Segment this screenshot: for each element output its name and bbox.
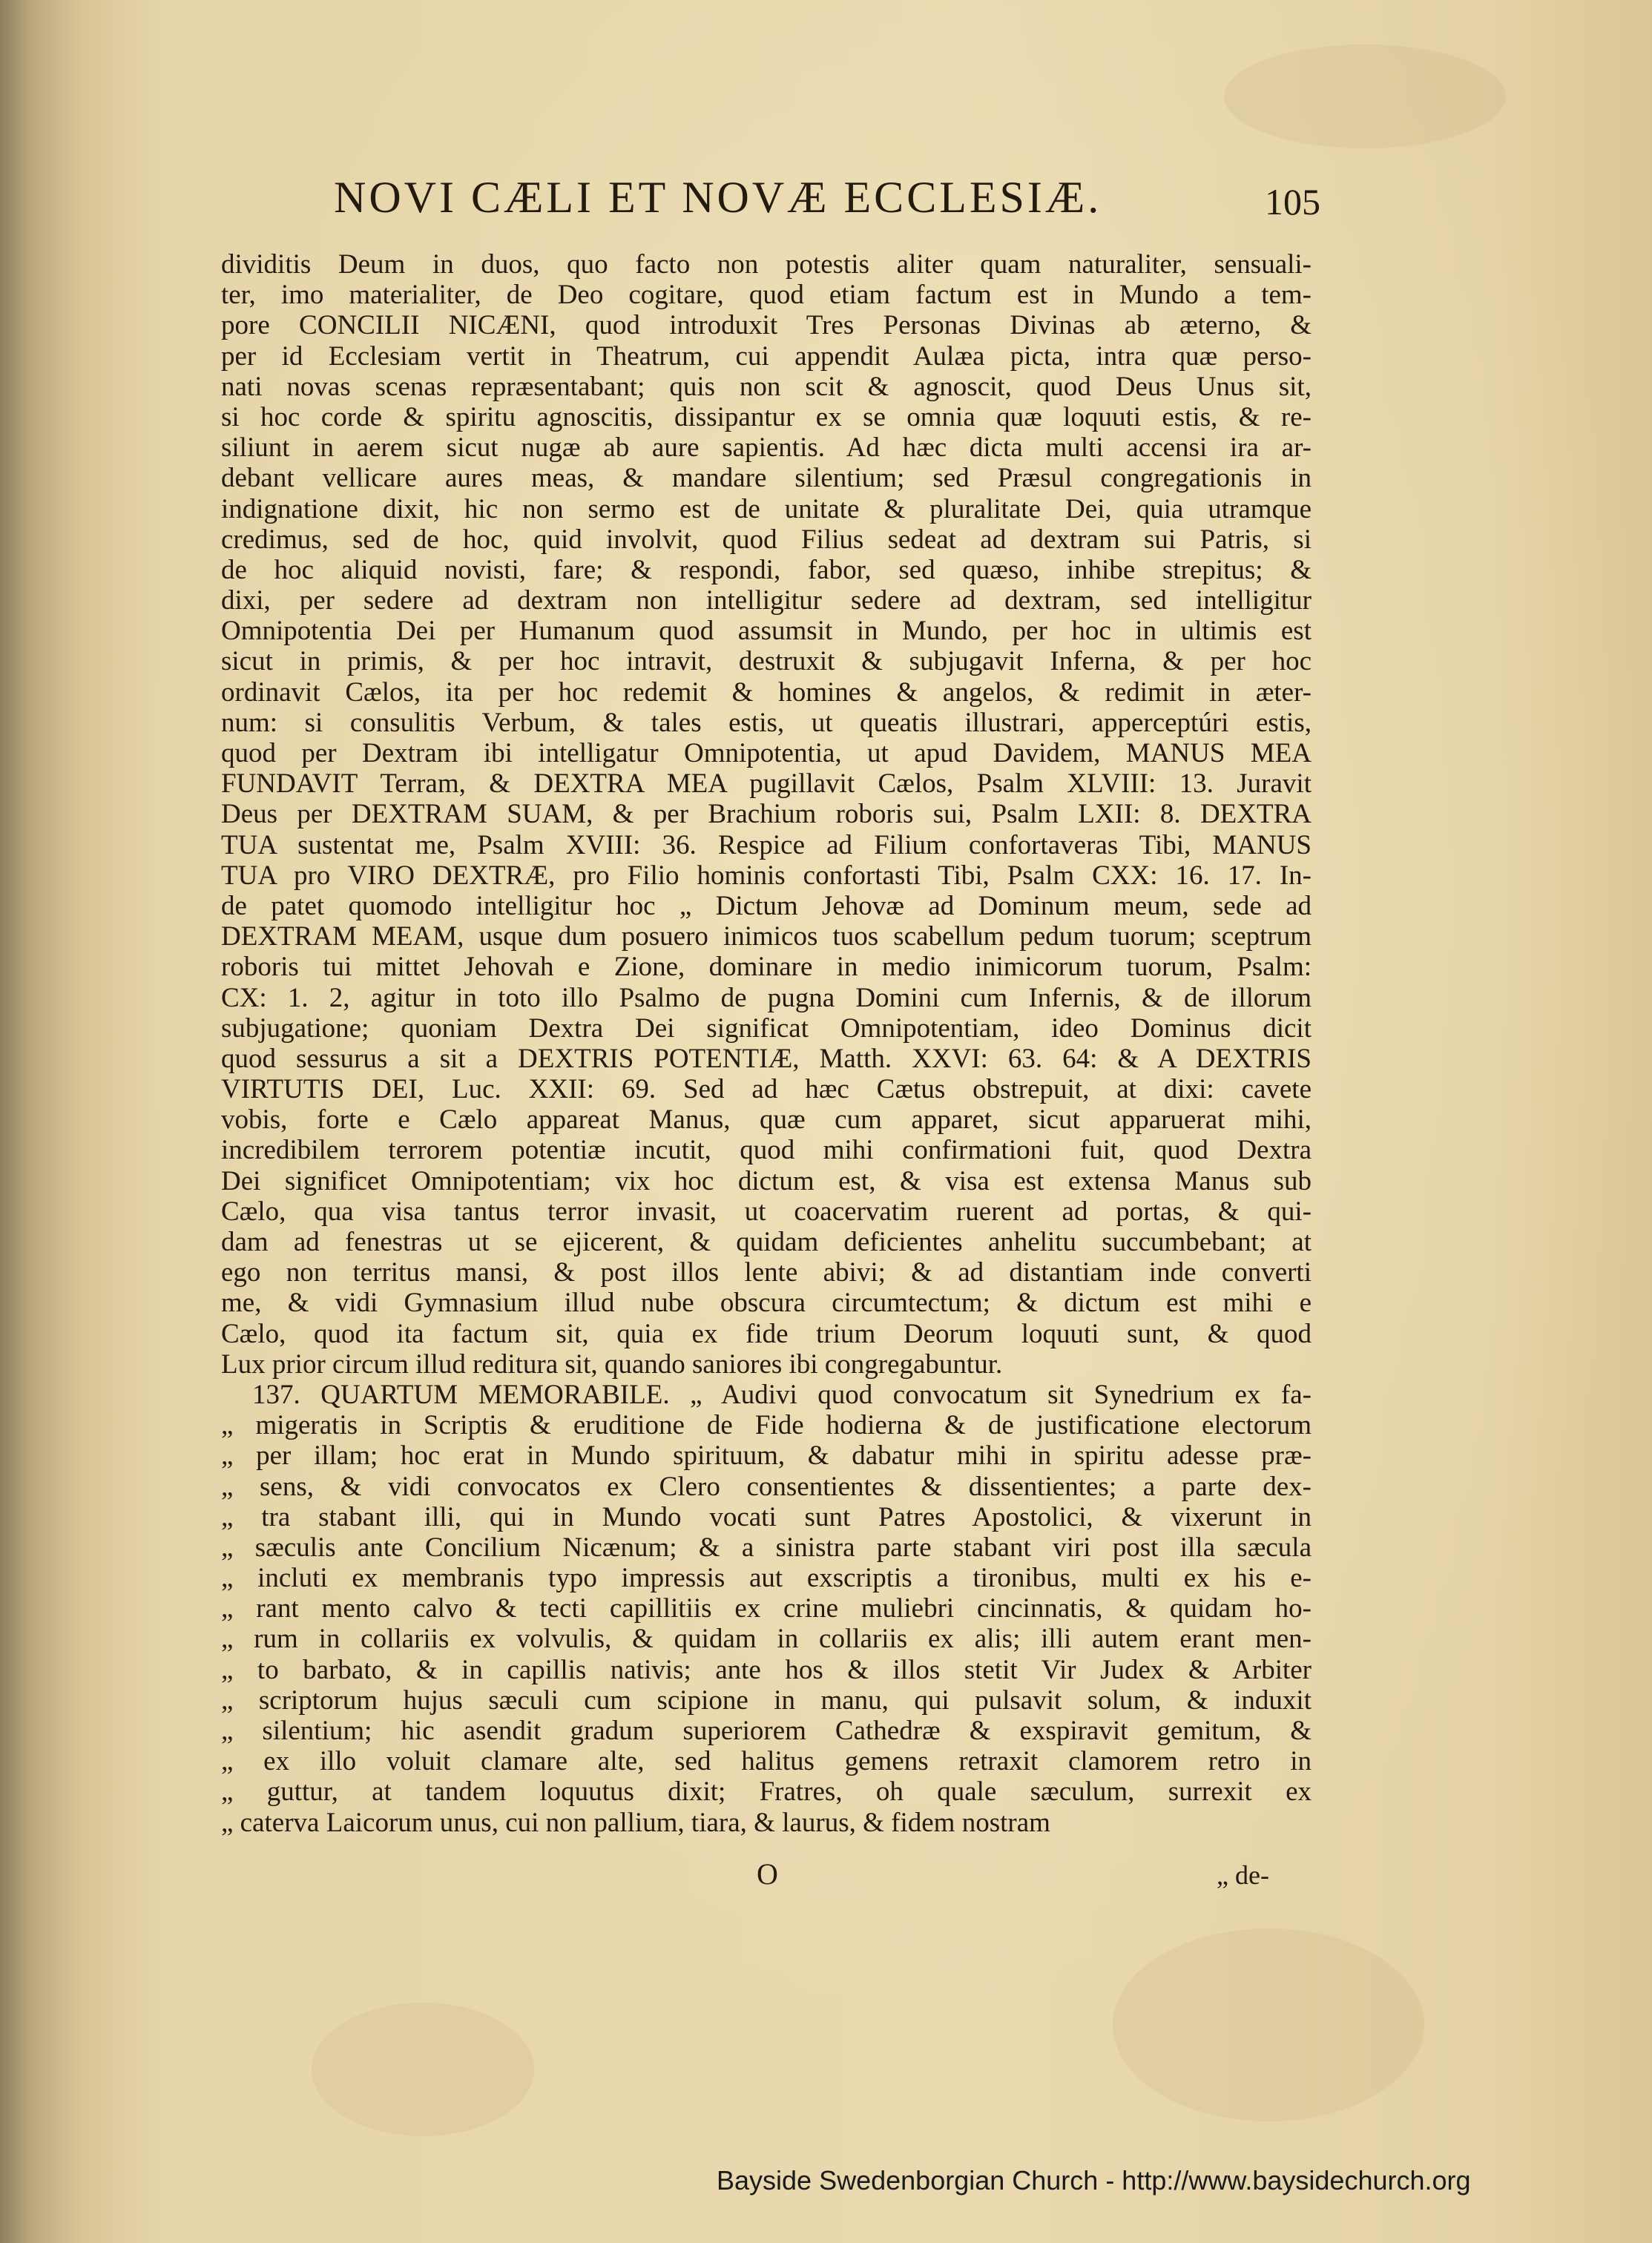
running-title: NOVI CÆLI ET NOVÆ ECCLESIÆ.	[334, 173, 1102, 222]
watermark: Bayside Swedenborgian Church - http://www.baysidechurch.org	[717, 2165, 1471, 2196]
paper-stain	[312, 2003, 534, 2136]
page-header	[223, 168, 1320, 227]
text-line: „ tra stabant illi, qui in Mundo vocati sunt Patres Apostolici, & vixerunt in	[221, 1501, 1312, 1532]
text-line: 137. QUARTUM MEMORABILE. „ Audivi quod convocatum sit Synedrium ex fa-	[252, 1379, 1312, 1410]
text-line: „ guttur, at tandem loquutus dixit; Fratres, oh quale sæculum, surrexit ex	[221, 1776, 1312, 1808]
text-line: TUA pro VIRO DEXTRÆ, pro Filio hominis confortasti Tibi, Psalm CXX: 16. 17. In-	[221, 860, 1312, 891]
text-line: de hoc aliquid novisti, fare; & respondi, fabor, sed quæso, inhibe strepitus; &	[221, 554, 1312, 585]
text-line: „ rant mento calvo & tecti capillitiis ex crine muliebri cincinnatis, & quidam ho-	[221, 1593, 1312, 1624]
body-text	[221, 249, 1312, 1838]
paper-stain	[1224, 45, 1506, 148]
text-line: roboris tui mittet Jehovah e Zione, dominare in medio inimicorum tuorum, Psalm:	[221, 952, 1312, 983]
text-line: num: si consulitis Verbum, & tales estis, ut queatis illustrari, apperceptúri estis,	[221, 707, 1312, 738]
text-line: siliunt in aerem sicut nugæ ab aure sapientis. Ad hæc dicta multi accensi ira ar-	[221, 432, 1312, 464]
text-line: dividitis Deum in duos, quo facto non potestis aliter quam naturaliter, sensuali-	[221, 249, 1312, 280]
text-line: „ rum in collariis ex volvulis, & quidam in collariis ex alis; illi autem erant men-	[221, 1624, 1312, 1655]
text-line: „ sens, & vidi convocatos ex Clero consentientes & dissentientes; a parte dex-	[221, 1471, 1312, 1502]
text-line: ego non territus mansi, & post illos lente abivi; & ad distantiam inde converti	[221, 1257, 1312, 1288]
text-line: VIRTUTIS DEI, Luc. XXII: 69. Sed ad hæc Cætus obstrepuit, at dixi: cavete	[221, 1074, 1312, 1105]
page-number: 105	[1265, 181, 1320, 223]
text-line: „ sæculis ante Concilium Nicænum; & a sinistra parte stabant viri post illa sæcula	[221, 1532, 1312, 1563]
text-line: de patet quomodo intelligitur hoc „ Dictum Jehovæ ad Dominum meum, sede ad	[221, 890, 1312, 921]
text-line: vobis, forte e Cælo appareat Manus, quæ cum apparet, sicut apparuerat mihi,	[221, 1104, 1312, 1136]
text-line: pore CONCILII NICÆNI, quod introduxit Tres Personas Divinas ab æterno, &	[221, 310, 1312, 341]
text-line: incredibilem terrorem potentiæ incutit, quod mihi confirmationi fuit, quod Dextra	[221, 1135, 1312, 1166]
text-line: credimus, sed de hoc, quid involvit, quod Filius sedeat ad dextram sui Patris, si	[221, 524, 1312, 555]
text-line: „ to barbato, & in capillis nativis; ante hos & illos stetit Vir Judex & Arbiter	[221, 1654, 1312, 1685]
text-line: ter, imo materialiter, de Deo cogitare, quod etiam factum est in Mundo a tem-	[221, 280, 1312, 311]
text-line: CX: 1. 2, agitur in toto illo Psalmo de pugna Domini cum Infernis, & de illorum	[221, 982, 1312, 1013]
signature-mark: O	[757, 1857, 778, 1891]
text-line: Cælo, quod ita factum sit, quia ex fide trium Deorum loquuti sunt, & quod	[221, 1318, 1312, 1349]
text-line: me, & vidi Gymnasium illud nube obscura circumtectum; & dictum est mihi e	[221, 1288, 1312, 1319]
text-line: nati novas scenas repræsentabant; quis non scit & agnoscit, quod Deus Unus sit,	[221, 371, 1312, 402]
text-line: Deus per DEXTRAM SUAM, & per Brachium roboris sui, Psalm LXII: 8. DEXTRA	[221, 799, 1312, 830]
catchword: „ de-	[1217, 1860, 1269, 1890]
text-line: „ per illam; hoc erat in Mundo spirituum, & dabatur mihi in spiritu adesse præ-	[221, 1440, 1312, 1472]
text-line: ordinavit Cælos, ita per hoc redemit & homines & angelos, & redimit in æter-	[221, 676, 1312, 708]
paper-stain	[1113, 1929, 1424, 2121]
text-line: „ caterva Laicorum unus, cui non pallium, tiara, & laurus, & fidem nostram	[221, 1807, 1050, 1838]
text-line: DEXTRAM MEAM, usque dum posuero inimicos tuos scabellum pedum tuorum; sceptrum	[221, 921, 1312, 952]
text-line: indignatione dixit, hic non sermo est de unitate & pluralitate Dei, quia utramque	[221, 493, 1312, 524]
text-line: „ scriptorum hujus sæculi cum scipione in manu, qui pulsavit solum, & induxit	[221, 1684, 1312, 1716]
text-line: quod per Dextram ibi intelligatur Omnipotentia, ut apud Davidem, MANUS MEA	[221, 738, 1312, 768]
text-line: „ ex illo voluit clamare alte, sed halitus gemens retraxit clamorem retro in	[221, 1746, 1312, 1777]
text-line: TUA sustentat me, Psalm XVIII: 36. Respice ad Filium confortaveras Tibi, MANUS	[221, 829, 1312, 860]
text-line: Lux prior circum illud reditura sit, quando saniores ibi congregabuntur.	[221, 1348, 1003, 1380]
text-line: quod sessurus a sit a DEXTRIS POTENTIÆ, Matth. XXVI: 63. 64: & A DEXTRIS	[221, 1043, 1312, 1074]
text-line: si hoc corde & spiritu agnoscitis, dissipantur ex se omnia quæ loquuti estis, & re-	[221, 401, 1312, 432]
text-line: Dei significet Omnipotentiam; vix hoc dictum est, & visa est extensa Manus sub	[221, 1165, 1312, 1196]
text-line: FUNDAVIT Terram, & DEXTRA MEA pugillavit Cælos, Psalm XLVIII: 13. Juravit	[221, 768, 1312, 800]
text-line: „ incluti ex membranis typo impressis aut exscriptis a tironibus, multi ex his e-	[221, 1563, 1312, 1594]
text-line: Cælo, qua visa tantus terror invasit, ut coacervatim ruerent ad portas, & qui-	[221, 1196, 1312, 1227]
text-line: debant vellicare aures meas, & mandare silentium; sed Præsul congregationis in	[221, 463, 1312, 494]
text-line: „ migeratis in Scriptis & eruditione de Fide hodierna & de justificatione electorum	[221, 1410, 1312, 1441]
text-line: „ silentium; hic asendit gradum superiorem Cathedræ & exspiravit gemitum, &	[221, 1716, 1312, 1746]
text-line: Omnipotentia Dei per Humanum quod assumsit in Mundo, per hoc in ultimis est	[221, 616, 1312, 647]
text-line: subjugatione; quoniam Dextra Dei significat Omnipotentiam, ideo Dominus dicit	[221, 1012, 1312, 1044]
text-line: dam ad fenestras ut se ejicerent, & quidam deficientes anhelitu succumbebant; at	[221, 1227, 1312, 1257]
text-line: per id Ecclesiam vertit in Theatrum, cui appendit Aulæa picta, intra quæ perso-	[221, 340, 1312, 372]
text-line: dixi, per sedere ad dextram non intelligitur sedere ad dextram, sed intelligitur	[221, 585, 1312, 616]
text-line: sicut in primis, & per hoc intravit, destruxit & subjugavit Inferna, & per hoc	[221, 646, 1312, 677]
